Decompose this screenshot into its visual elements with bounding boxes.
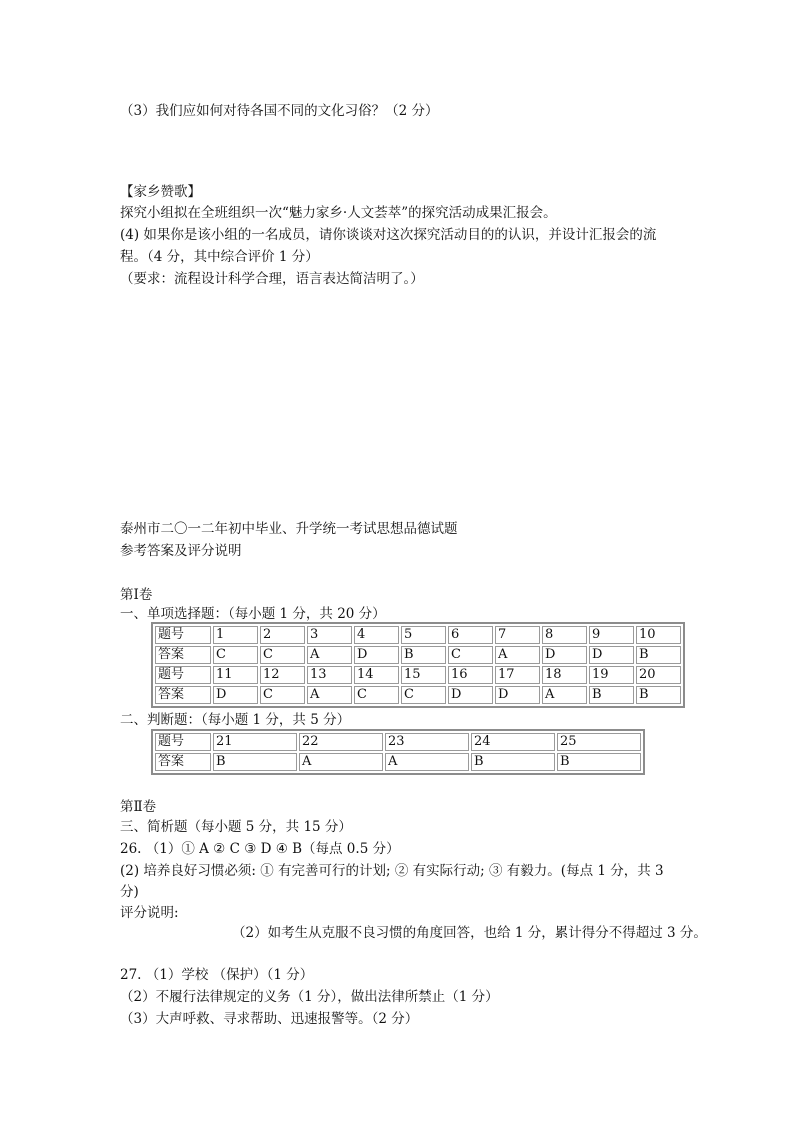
answer-cell: B xyxy=(557,753,641,771)
answer-cell: B xyxy=(213,753,297,771)
answer-cell: B xyxy=(636,686,681,704)
table-row xyxy=(155,626,681,644)
answer-cell: 20 xyxy=(636,666,681,684)
table-row xyxy=(155,666,681,684)
answer-cell: 17 xyxy=(495,666,540,684)
answer-cell: C xyxy=(260,686,305,704)
question-27-line-3: （3）大声呼救、寻求帮助、迅速报警等。（2 分） xyxy=(120,1011,419,1027)
single-choice-heading: 一、单项选择题：（每小题 1 分，共 20 分） xyxy=(120,606,386,622)
answer-cell: 19 xyxy=(589,666,634,684)
answer-cell: A xyxy=(307,686,352,704)
answer-cell: 12 xyxy=(260,666,305,684)
answer-cell: 22 xyxy=(299,733,383,751)
judgement-heading: 二、判断题：（每小题 1 分，共 5 分） xyxy=(120,712,351,728)
section-heading-jiaxiang: 【家乡赞歌】 xyxy=(120,184,201,200)
answers-title: 泰州市二〇一二年初中毕业、升学统一考试思想品德试题 xyxy=(120,521,458,537)
answer-cell: 11 xyxy=(213,666,258,684)
table-row xyxy=(155,733,641,751)
judgement-answer-table xyxy=(151,729,645,775)
answer-cell: B xyxy=(471,753,555,771)
answer-cell: 6 xyxy=(448,626,493,644)
answer-cell: 21 xyxy=(213,733,297,751)
scoring-label: 评分说明: xyxy=(120,905,179,921)
answer-cell: 14 xyxy=(354,666,399,684)
table-row xyxy=(155,753,641,771)
answer-cell: A xyxy=(385,753,469,771)
answer-cell: A xyxy=(542,686,587,704)
answer-cell: 16 xyxy=(448,666,493,684)
part-2-label: 第Ⅱ卷 xyxy=(120,799,157,815)
question-4-line-2: 程。（4 分，其中综合评价 1 分） xyxy=(120,249,319,265)
answer-cell: A xyxy=(299,753,383,771)
answer-cell: 7 xyxy=(495,626,540,644)
answer-cell: C xyxy=(401,686,446,704)
answer-cell: 9 xyxy=(589,626,634,644)
answer-cell: C xyxy=(354,686,399,704)
question-27-line-2: （2）不履行法律规定的义务（1 分），做出法律所禁止（1 分） xyxy=(120,989,499,1005)
answer-cell: 13 xyxy=(307,666,352,684)
answer-cell: B xyxy=(636,646,681,664)
answer-cell: D xyxy=(448,686,493,704)
question-4-line-1: (4) 如果你是该小组的一名成员，请你谈谈对这次探究活动目的的认识，并设计汇报会的流 xyxy=(120,227,657,243)
row-header-cell: 题号 xyxy=(155,626,211,644)
answer-cell: 15 xyxy=(401,666,446,684)
answer-cell: 25 xyxy=(557,733,641,751)
jiaxiang-intro: 探究小组拟在全班组织一次“魅力家乡·人文荟萃”的探究活动成果汇报会。 xyxy=(120,205,557,221)
answer-cell: 8 xyxy=(542,626,587,644)
row-header-cell: 答案 xyxy=(155,646,211,664)
question-26-line-3: 分) xyxy=(120,884,139,900)
scoring-note: （2）如考生从克服不良习惯的角度回答，也给 1 分，累计得分不得超过 3 分。 xyxy=(232,925,707,941)
answer-cell: D xyxy=(354,646,399,664)
question-26-line-2: (2) 培养良好习惯必须: ① 有完善可行的计划; ② 有实际行动; ③ 有毅力。(每点 1 分，共 3 xyxy=(120,863,664,879)
answer-cell: C xyxy=(448,646,493,664)
answer-cell: C xyxy=(260,646,305,664)
section-3-heading: 三、简析题（每小题 5 分，共 15 分） xyxy=(120,819,352,835)
row-header-cell: 答案 xyxy=(155,753,211,771)
answer-cell: D xyxy=(542,646,587,664)
answer-cell: D xyxy=(213,686,258,704)
answers-subtitle: 参考答案及评分说明 xyxy=(120,543,242,559)
answer-cell: B xyxy=(589,686,634,704)
answer-cell: C xyxy=(213,646,258,664)
row-header-cell: 题号 xyxy=(155,666,211,684)
answer-cell: 3 xyxy=(307,626,352,644)
part-1-label: 第Ⅰ卷 xyxy=(120,587,153,603)
row-header-cell: 题号 xyxy=(155,733,211,751)
answer-cell: 24 xyxy=(471,733,555,751)
row-header-cell: 答案 xyxy=(155,686,211,704)
answer-cell: B xyxy=(401,646,446,664)
question-4-requirement: （要求：流程设计科学合理，语言表达简洁明了。） xyxy=(120,271,424,287)
answer-cell: D xyxy=(589,646,634,664)
answer-cell: 2 xyxy=(260,626,305,644)
answer-cell: 10 xyxy=(636,626,681,644)
single-choice-answer-table xyxy=(151,622,685,708)
question-3: （3）我们应如何对待各国不同的文化习俗？（2 分） xyxy=(120,103,439,119)
question-27-line-1: 27. （1）学校 （保护）（1 分） xyxy=(120,967,314,983)
answer-cell: 23 xyxy=(385,733,469,751)
answer-cell: D xyxy=(495,686,540,704)
answer-cell: 1 xyxy=(213,626,258,644)
answer-cell: A xyxy=(495,646,540,664)
answer-cell: 4 xyxy=(354,626,399,644)
answer-cell: 18 xyxy=(542,666,587,684)
answer-cell: A xyxy=(307,646,352,664)
answer-cell: 5 xyxy=(401,626,446,644)
table-row xyxy=(155,686,681,704)
table-row xyxy=(155,646,681,664)
question-26-line-1: 26. （1）① A ② C ③ D ④ B（每点 0.5 分） xyxy=(120,841,400,857)
